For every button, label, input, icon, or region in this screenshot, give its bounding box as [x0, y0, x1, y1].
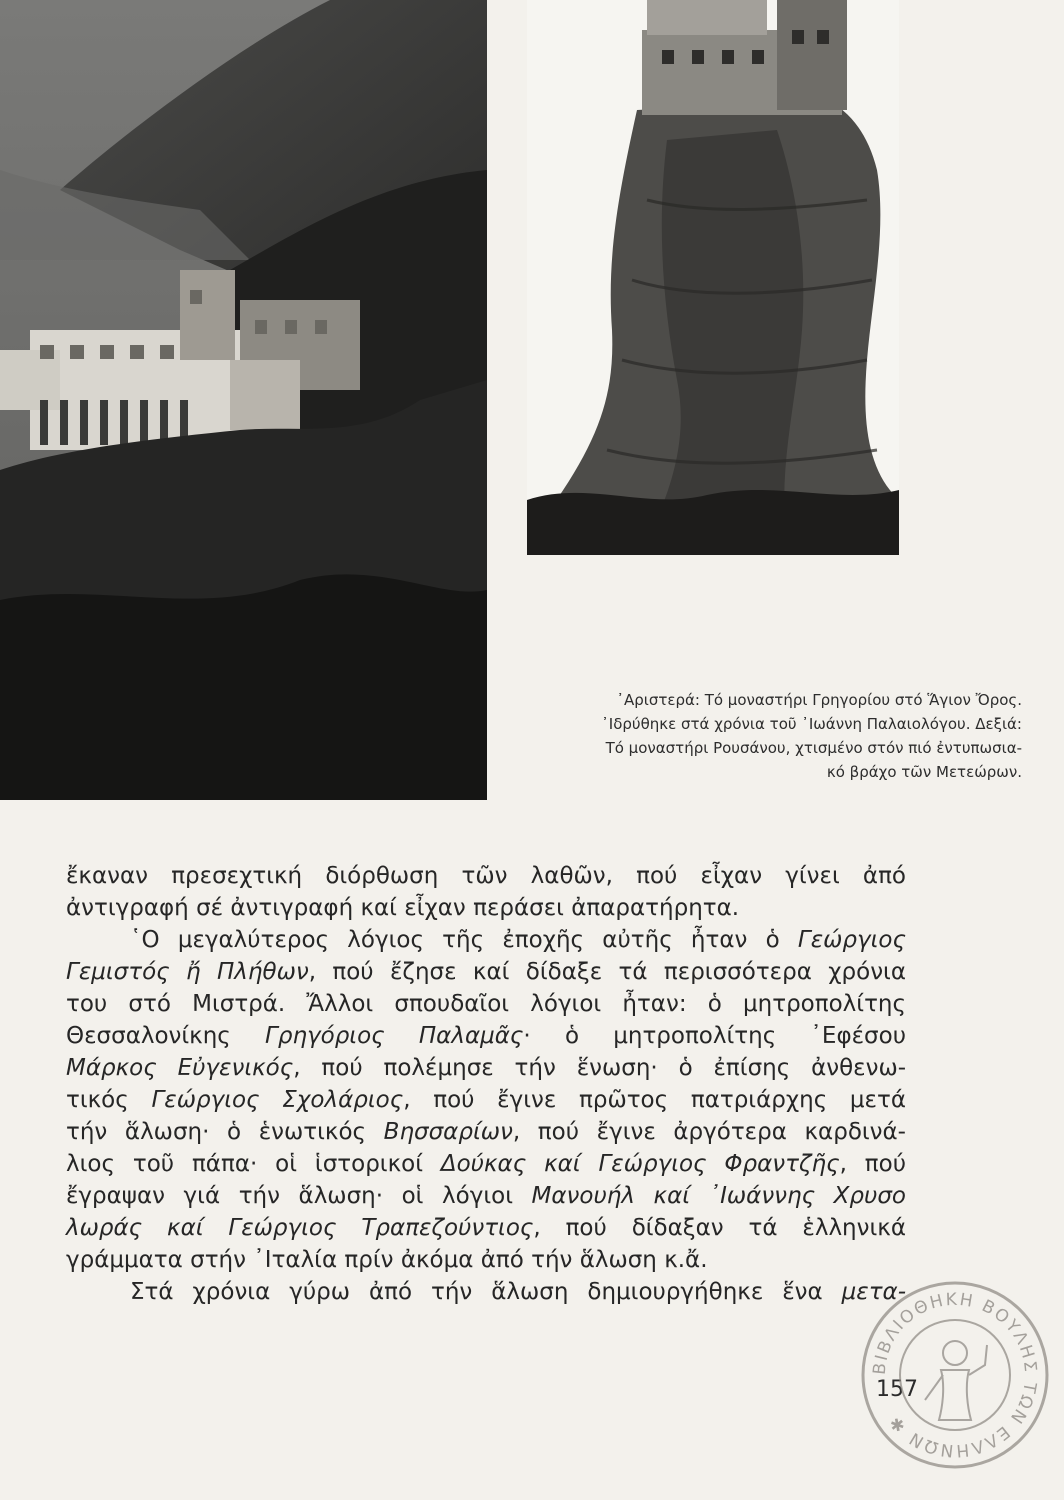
caption-line: κό βράχο τῶν Μετεώρων. — [826, 763, 1022, 781]
text-line: ἀντιγραφή σέ ἀντιγραφή καί εἶχαν περάσει ἀπαρατήρητα. — [66, 895, 740, 921]
photo-caption — [522, 688, 1022, 784]
text-line: γράμματα στήν ᾿Ιταλία πρίν ἀκόμα ἀπό τήν ἅλωση κ.ἄ. — [66, 1247, 708, 1273]
text-line: ῾Ο μεγαλύτερος λόγιος τῆς ἐποχῆς αὐτῆς ἦταν ὁ Γεώργιος — [130, 927, 906, 953]
body-text — [66, 860, 906, 1308]
person-name: Γρηγόριος Παλαμᾶς — [265, 1023, 524, 1049]
text-line: τήν ἅλωση· ὁ ἑνωτικός Βησσαρίων, πού ἔγινε ἀργότερα καρδινά- — [66, 1119, 906, 1145]
caption-line: ᾿Αριστερά: Τό μοναστήρι Γρηγορίου στό Ἅγιον Ὄρος. — [616, 691, 1022, 709]
caption-line: Τό μοναστήρι Ρουσάνου, χτισμένο στόν πιό ἐντυπωσια- — [605, 739, 1022, 757]
photo-rousanou-monastery — [527, 0, 899, 555]
text-line: Στά χρόνια γύρω ἀπό τήν ἅλωση δημιουργήθηκε ἕνα μετα- — [130, 1279, 906, 1305]
text-line: ἔγραψαν γιά τήν ἅλωση· οἱ λόγιοι Μανουήλ καί ᾿Ιωάννης Χρυσο — [66, 1183, 906, 1209]
svg-text:ΒΙΒΛΙΟΘΗΚΗ ΒΟΥΛΗΣ ΤΩΝ ΕΛΛΗΝΩΝ: ΒΙΒΛΙΟΘΗΚΗ ΒΟΥΛΗΣ ΤΩΝ ΕΛΛΗΝΩΝ ✱ — [869, 1289, 1041, 1461]
text-line: λωράς καί Γεώργιος Τραπεζούντιος, πού δίδαξαν τά ἑλληνικά — [66, 1215, 906, 1241]
library-stamp — [855, 1275, 1055, 1475]
text-line: τικός Γεώργιος Σχολάριος, πού ἔγινε πρῶτος πατριάρχης μετά — [66, 1087, 906, 1113]
text-line: Γεμιστός ἤ Πλήθων, πού ἔζησε καί δίδαξε τά περισσότερα χρόνια — [66, 959, 906, 985]
person-name: λωράς καί Γεώργιος Τραπεζούντιος — [66, 1215, 534, 1241]
text-line: λιος τοῦ πάπα· οἱ ἱστορικοί Δούκας καί Γεώργιος Φραντζῆς, πού — [66, 1151, 907, 1177]
person-name: Βησσαρίων — [383, 1119, 513, 1145]
caption-line: ᾿Ιδρύθηκε στά χρόνια τοῦ ᾿Ιωάννη Παλαιολόγου. Δεξιά: — [601, 715, 1022, 733]
photo-gregoriou-monastery — [0, 0, 487, 800]
page-number: 157 — [876, 1377, 918, 1402]
person-name: Δούκας καί Γεώργιος Φραντζῆς — [440, 1151, 840, 1177]
person-name: Γεμιστός ἤ Πλήθων — [66, 959, 309, 985]
person-name: Μανουήλ καί ᾿Ιωάννης Χρυσο — [531, 1183, 906, 1209]
text-line: Μάρκος Εὐγενικός, πού πολέμησε τήν ἕνωση· ὁ ἐπίσης ἀνθενω- — [66, 1055, 907, 1081]
person-name: Γεώργιος — [797, 927, 906, 953]
text-line: Θεσσαλονίκης Γρηγόριος Παλαμᾶς· ὁ μητροπολίτης ᾿Εφέσου — [66, 1023, 907, 1049]
person-name: Μάρκος Εὐγενικός — [66, 1055, 294, 1081]
person-name: Γεώργιος Σχολάριος — [151, 1087, 404, 1113]
text-line: ἔκαναν πρεσεχτική διόρθωση τῶν λαθῶν, πού εἶχαν γίνει ἀπό — [66, 863, 906, 889]
text-line: του στό Μιστρά. Ἄλλοι σπουδαῖοι λόγιοι ἦταν: ὁ μητροπολίτης — [66, 991, 906, 1017]
